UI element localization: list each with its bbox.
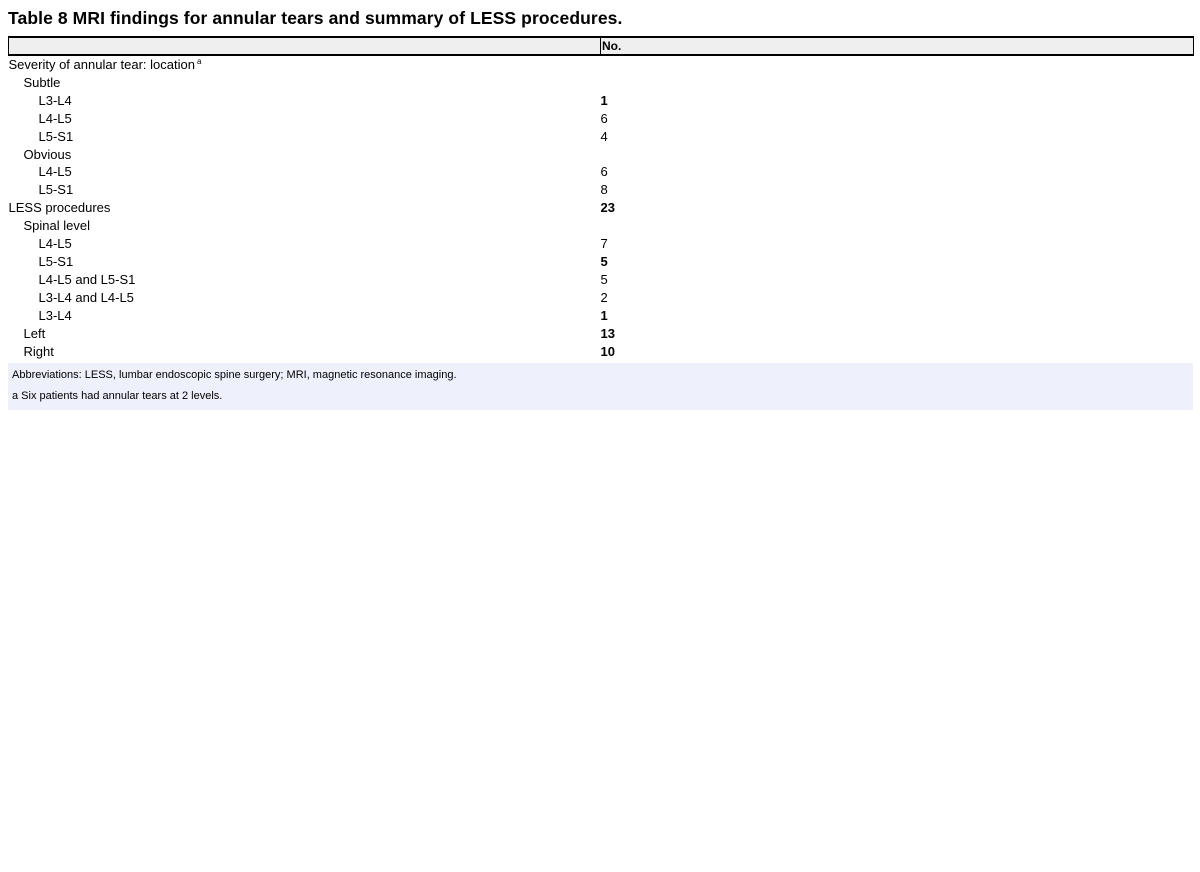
row-label: [9, 325, 601, 343]
row-label-text: LESS procedures: [8, 200, 111, 216]
row-value: 23: [600, 200, 615, 216]
row-label: [9, 271, 601, 289]
row-label: [9, 199, 601, 217]
row-value: 6: [600, 164, 608, 180]
row-label-text: L5-S1: [38, 182, 74, 198]
row-label: [9, 110, 601, 128]
row-value: 4: [600, 128, 608, 144]
row-label-text: Severity of annular tear: location: [8, 57, 195, 72]
row-value: 13: [600, 325, 615, 341]
row-value: 5: [600, 271, 608, 287]
footnote-marker: a: [196, 57, 202, 66]
row-value: 1: [600, 92, 608, 108]
column-header-no: No.: [601, 37, 1194, 55]
row-value: 7: [600, 236, 608, 252]
table-row: [9, 253, 1194, 271]
row-label-text: L4-L5 and L5-S1: [38, 271, 136, 287]
table-row: [9, 289, 1194, 307]
column-header-label: [9, 37, 601, 55]
table-row: [9, 343, 1194, 361]
row-label-text: L3-L4 and L4-L5: [38, 289, 134, 305]
row-label-text: L4-L5: [38, 236, 72, 252]
table-row: [9, 271, 1194, 289]
row-label-text: L4-L5: [38, 164, 72, 180]
row-value: [601, 55, 1194, 74]
row-label-text: Right: [23, 343, 54, 359]
footnote-abbreviations: Abbreviations: LESS, lumbar endoscopic spine surgery; MRI, magnetic resonance imaging.: [12, 369, 457, 382]
table-row: [9, 110, 1194, 128]
row-label-text: L3-L4: [38, 307, 72, 323]
row-label-text: L5-S1: [38, 253, 74, 269]
document-page: [8, 8, 1193, 410]
row-label: [9, 128, 601, 146]
table-row: [9, 74, 1194, 92]
row-label-text: L5-S1: [38, 128, 74, 144]
row-label: [9, 163, 601, 181]
row-label-text: Left: [23, 325, 46, 341]
row-label: [9, 253, 601, 271]
row-label: [9, 235, 601, 253]
table-caption: Table 8 MRI findings for annular tears and summary of LESS procedures.: [8, 8, 623, 28]
table-header-row: [9, 37, 1194, 55]
row-value: 6: [600, 110, 608, 126]
row-label: [9, 343, 601, 361]
findings-table: [8, 36, 1194, 360]
table-row: [9, 181, 1194, 199]
table-row: [9, 217, 1194, 235]
row-value: [601, 74, 1194, 92]
table-row: [9, 128, 1194, 146]
row-label: [9, 289, 601, 307]
table-row: [9, 146, 1194, 164]
row-label: [9, 181, 601, 199]
table-row: [9, 163, 1194, 181]
table-row: [9, 55, 1194, 74]
table-footnotes: [8, 363, 1193, 410]
row-label-text: Spinal level: [23, 218, 90, 234]
table-row: [9, 199, 1194, 217]
row-label-text: Obvious: [23, 146, 72, 162]
row-value: 10: [600, 343, 615, 359]
table-body: [9, 55, 1194, 360]
footnote-a: a Six patients had annular tears at 2 levels.: [12, 390, 223, 403]
row-value: 5: [600, 253, 608, 269]
row-label: [9, 217, 601, 235]
row-value: 1: [600, 307, 608, 323]
row-label-text: Subtle: [23, 74, 61, 90]
row-label: [9, 146, 601, 164]
row-label: [9, 92, 601, 110]
table-row: [9, 307, 1194, 325]
row-value: [601, 217, 1194, 235]
row-label-text: L3-L4: [38, 92, 72, 108]
row-label-text: L4-L5: [38, 110, 72, 126]
row-label: [9, 307, 601, 325]
row-value: 8: [600, 182, 608, 198]
row-label: [9, 55, 601, 74]
row-value: 2: [600, 289, 608, 305]
table-row: [9, 92, 1194, 110]
table-row: [9, 325, 1194, 343]
row-value: [601, 146, 1194, 164]
row-label: [9, 74, 601, 92]
table-row: [9, 235, 1194, 253]
